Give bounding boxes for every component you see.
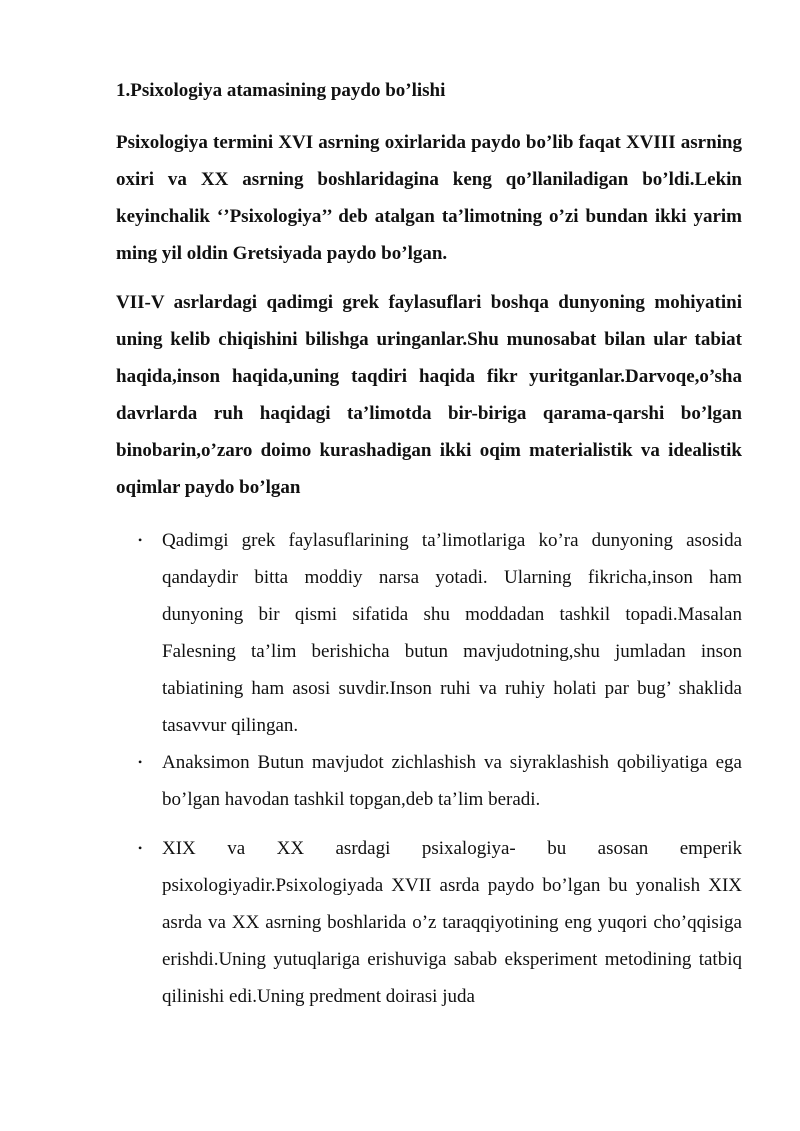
document-page (116, 74, 742, 1015)
bullet-text: Qadimgi grek faylasuflarining ta’limotlariga ko’ra dunyoning asosida qandaydir bitta moddiy narsa yotadi. Ularning fikricha,inson ham dunyoning bir qismi sifatida shu moddadan tashkil topadi.Masalan Falesning ta’lim berishicha butun mavjudotning,shu jumladan inson tabiatining ham asosi suvdir.Inson ruhi va ruhiy holati par bug’ shaklida tasavvur qilingan. (162, 530, 742, 736)
bullet-item-1 (116, 522, 742, 744)
bullet-item-2 (116, 744, 742, 818)
bullet-text: Anaksimon Butun mavjudot zichlashish va siyraklashish qobiliyatiga ega bo’lgan havodan tashkil topgan,deb ta’lim beradi. (162, 752, 742, 810)
bullet-dot: • (138, 533, 143, 547)
bullet-text: XIX va XX asrdagi psixalogiya- bu asosan emperik psixologiyadir.Psixologiyada XVII asrda paydo bo’lgan bu yonalish XIX asrda va XX asrning boshlarida o’z taraqqiyotining eng yuqori cho’qqisiga erishdi.Uning yutuqlariga erishuviga sabab eksperiment metodining tatbiq qilinishi edi.Uning predment doirasi juda (162, 838, 742, 1007)
paragraph-1: Psixologiya termini XVI asrning oxirlarida paydo bo’lib faqat XVIII asrning oxiri va XX asrning boshlaridagina keng qo’llaniladigan bo’ldi.Lekin keyinchalik ‘’Psixologiya’’ deb atalgan ta’limotning o’zi bundan ikki yarim ming yil oldin Gretsiyada paydo bo’lgan. (116, 132, 742, 264)
bullet-dot: • (138, 841, 143, 855)
bullet-dot: • (138, 755, 143, 769)
bullet-item-3 (116, 830, 742, 1015)
paragraph-2: VII-V asrlardagi qadimgi grek faylasuflari boshqa dunyoning mohiyatini uning kelib chiqishini bilishga uringanlar.Shu munosabat bilan ular tabiat haqida,inson haqida,uning taqdiri haqida fikr yuritganlar.Darvoqe,o’sha davrlarda ruh haqidagi ta’limotda bir-biriga qarama-qarshi bo’lgan binobarin,o’zaro doimo kurashadigan ikki oqim materialistik va idealistik oqimlar paydo bo’lgan (116, 292, 742, 498)
bullet-list (116, 522, 742, 1015)
section-heading: 1.Psixologiya atamasining paydo bo’lishi (116, 80, 446, 101)
